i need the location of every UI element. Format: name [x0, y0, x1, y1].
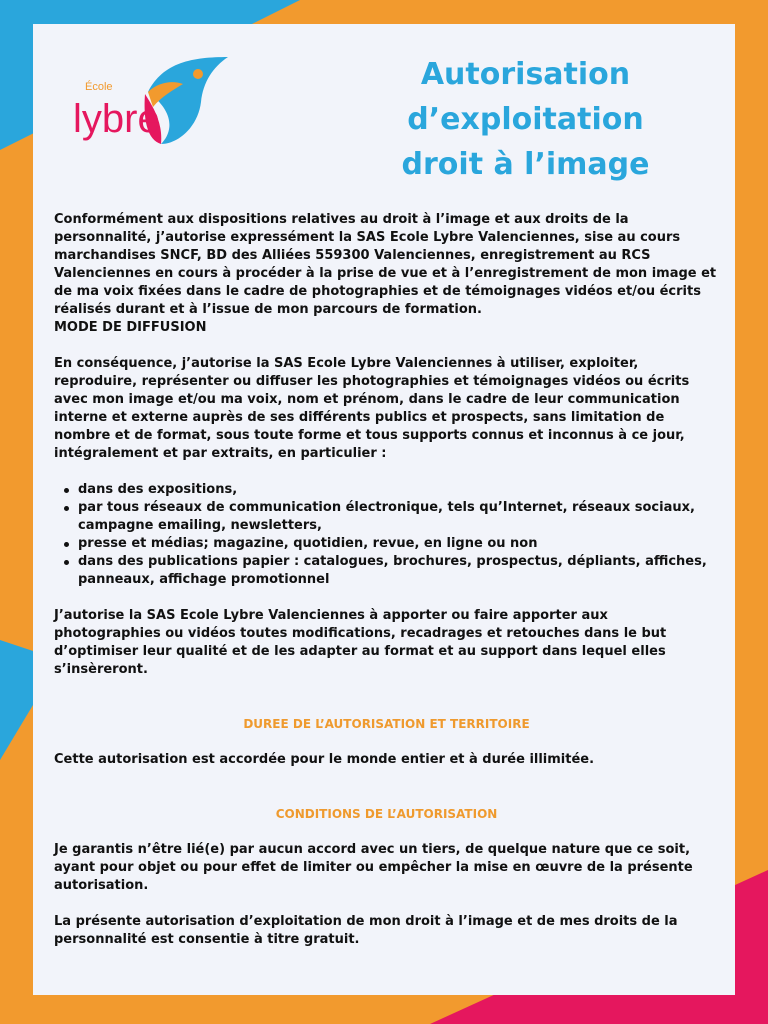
list-item: dans des publications papier : catalogues, brochures, prospectus, dépliants, affiches, panneaux, affichage promotionnel — [78, 553, 719, 589]
list-item: presse et médias; magazine, quotidien, revue, en ligne ou non — [78, 535, 719, 553]
logo-brand-text: lybre — [73, 97, 160, 141]
document-page — [33, 24, 735, 995]
consequence-paragraph: En conséquence, j’autorise la SAS Ecole Lybre Valenciennes à utiliser, exploiter, reproduire, représenter ou diffuser les photographies et témoignages vidéos ou écrits avec mon image et/ou ma voix, nom et prénom, dans le cadre de leur communication interne et externe auprès de ses différents publics et prospects, sans limitation de nombre et de format, sous toute forme et tous supports connus et inconnus à ce jour, intégralement et par extraits, en particulier : — [54, 356, 690, 461]
ecole-lybre-logo — [53, 52, 233, 147]
conditions-heading: CONDITIONS DE L’AUTORISATION — [275, 807, 498, 821]
duree-paragraph: Cette autorisation est accordée pour le monde entier et à durée illimitée. — [54, 752, 595, 767]
title-line-3: droit à l’image — [401, 147, 650, 182]
document-body — [54, 211, 719, 949]
intro-paragraph: Conformément aux dispositions relatives au droit à l’image et aux droits de la personnalité, j’autorise expressément la SAS Ecole Lybre Valenciennes, sise au cours marchandises SNCF, BD des Alliées 559300 Valenciennes, enregistrement au RCS Valenciennes en cours à procéder à la prise de vue et à l’enregistrement de mon image et de ma voix fixées dans le cadre de photographies et de témoignages vidéos et/ou écrits réalisés durant et à l’issue de mon parcours de formation. — [54, 212, 717, 317]
conditions-paragraph-1: Je garantis n’être lié(e) par aucun accord avec un tiers, de quelque nature que ce soit, ayant pour objet ou pour effet de limiter ou empêcher la mise en œuvre de la présente autorisation. — [54, 842, 693, 893]
mode-diffusion-heading: MODE DE DIFFUSION — [54, 320, 207, 335]
title-line-1: Autorisation — [420, 57, 631, 92]
duree-heading: DUREE DE L’AUTORISATION ET TERRITOIRE — [243, 717, 530, 731]
modifications-paragraph: J’autorise la SAS Ecole Lybre Valenciennes à apporter ou faire apporter aux photographies ou vidéos toutes modifications, recadrages et retouches dans le but d’optimiser leur qualité et de les adapter au format et au support dans lequel elles s’insèreront. — [54, 608, 667, 677]
list-item: dans des expositions, — [78, 481, 719, 499]
page-title — [363, 52, 688, 187]
title-line-2: d’exploitation — [407, 102, 644, 137]
logo-school-text: École — [85, 81, 113, 93]
diffusion-list — [54, 481, 719, 589]
conditions-paragraph-2: La présente autorisation d’exploitation de mon droit à l’image et de mes droits de la personnalité est consentie à titre gratuit. — [54, 914, 678, 947]
list-item: par tous réseaux de communication électronique, tels qu’Internet, réseaux sociaux, campagne emailing, newsletters, — [78, 499, 719, 535]
